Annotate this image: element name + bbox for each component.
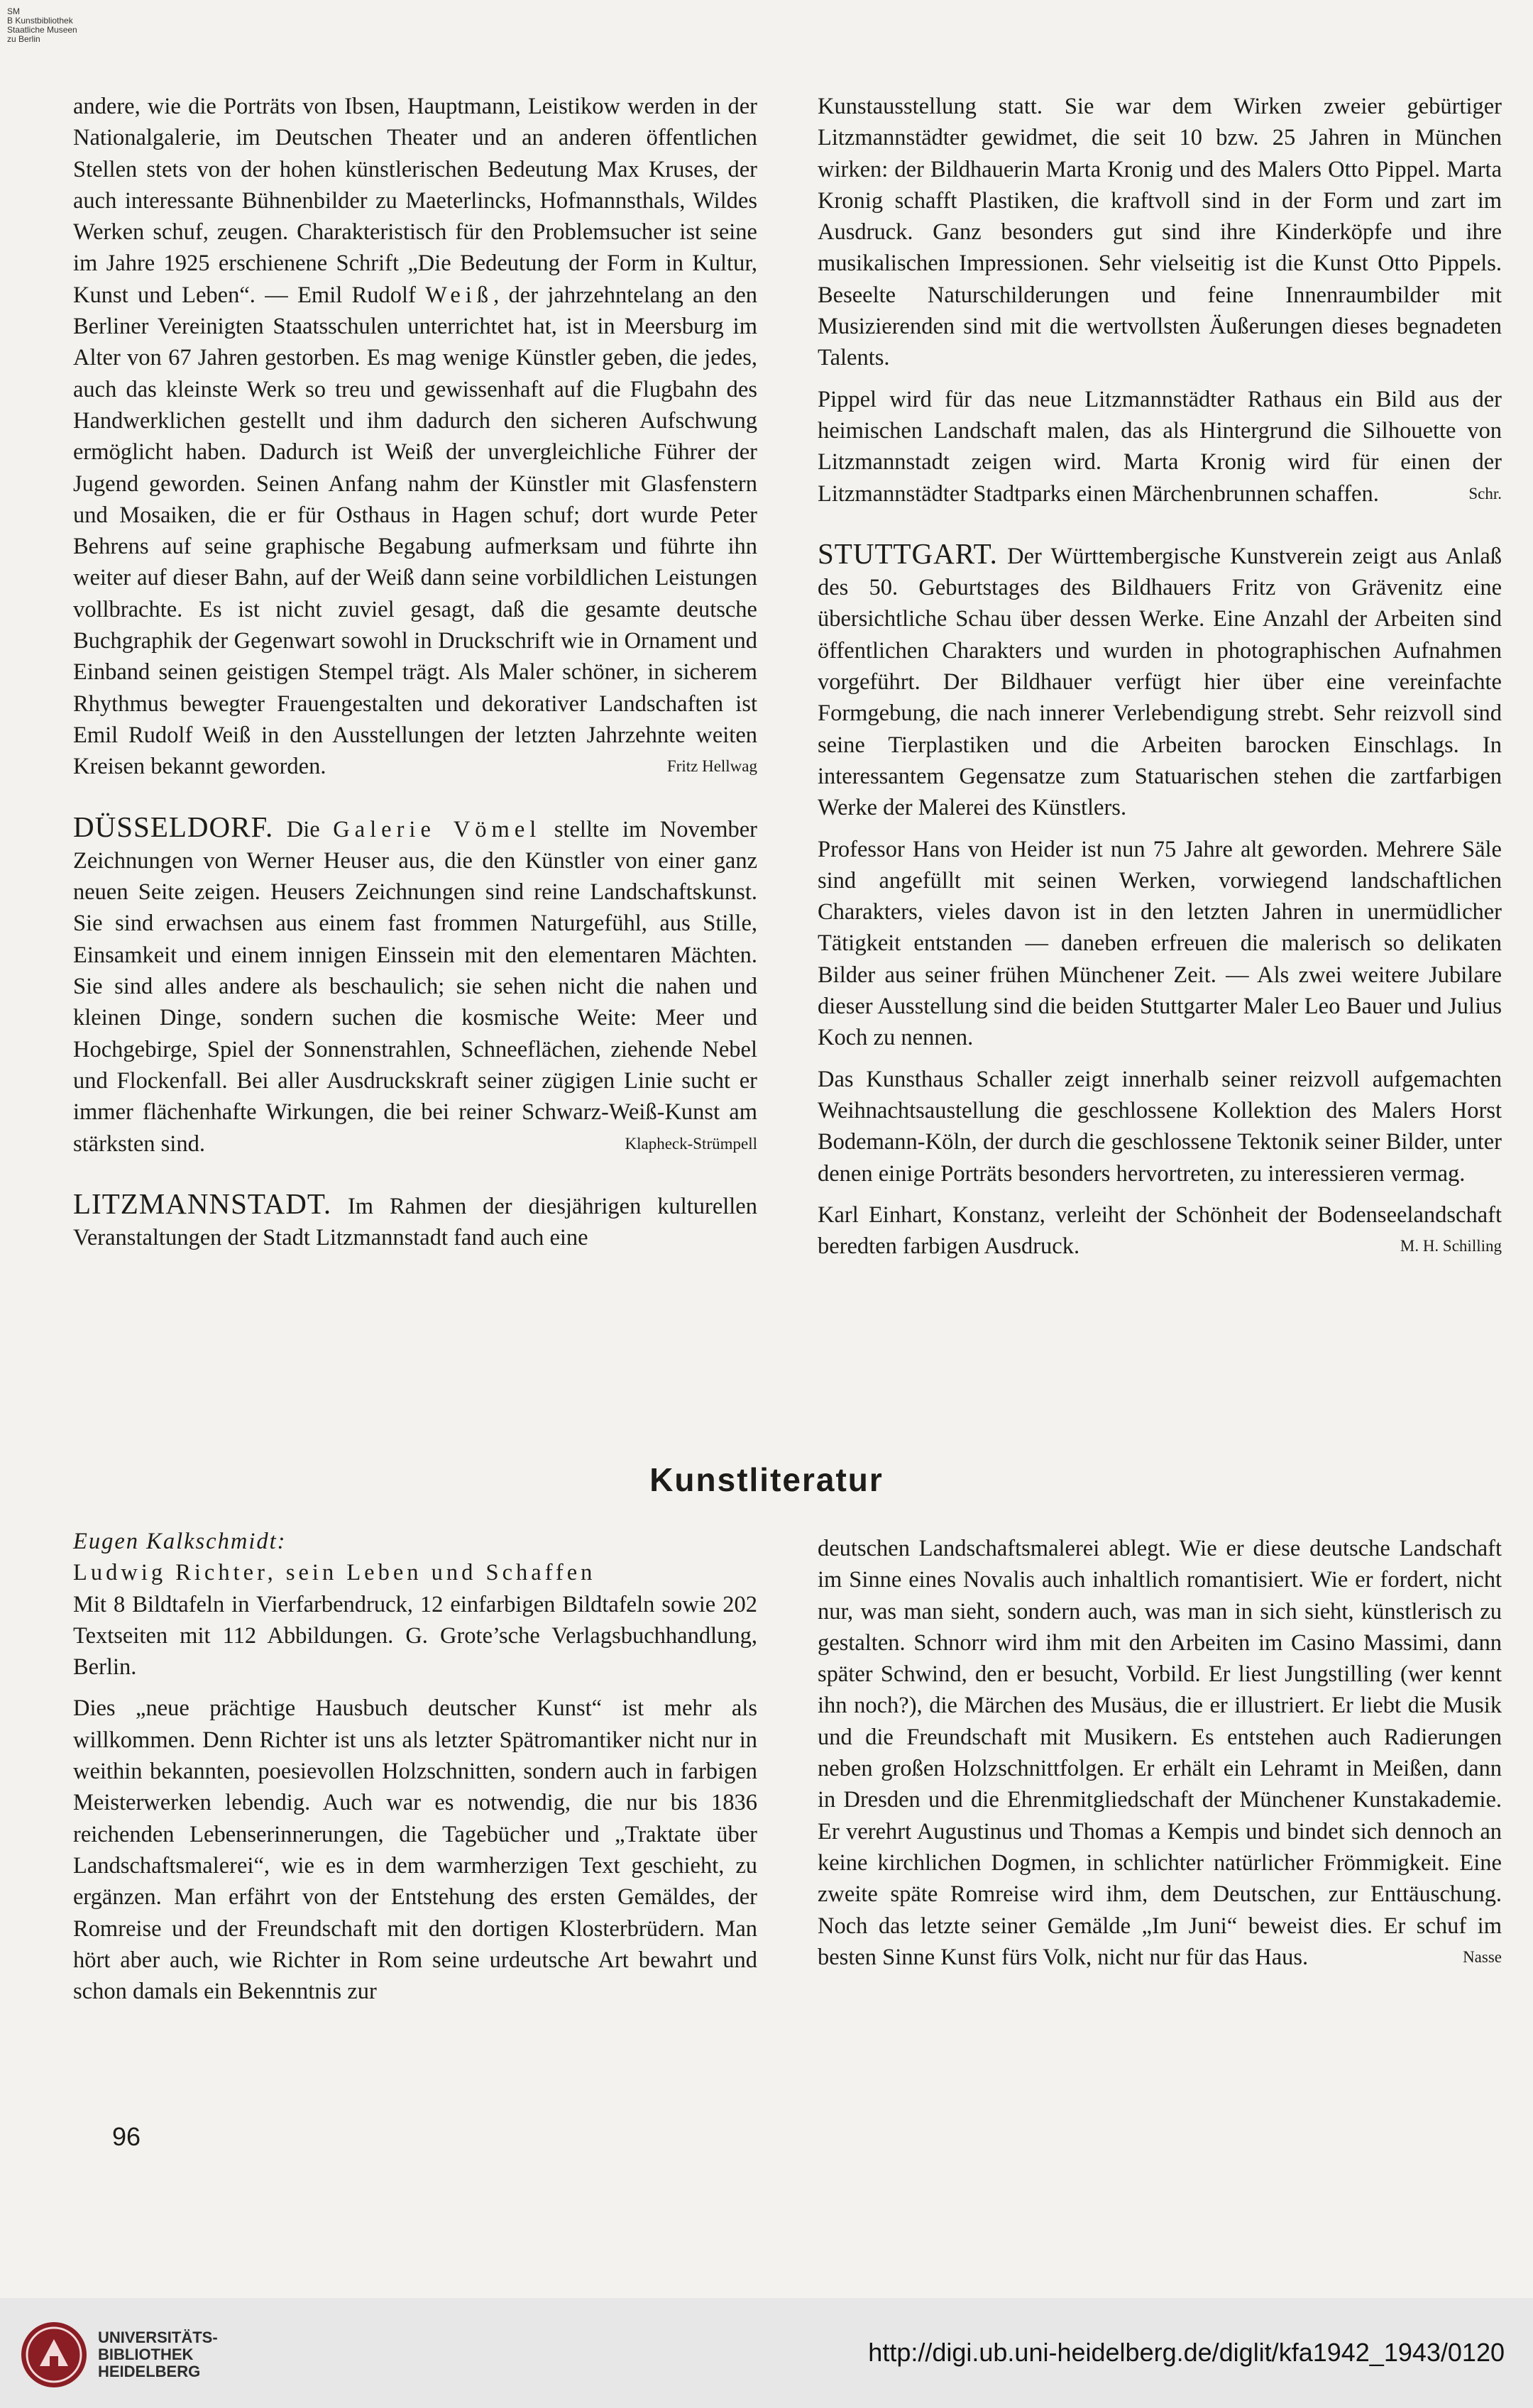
right-column bbox=[818, 91, 1502, 1262]
review-text-right: deutschen Landschaftsmalerei ablegt. Wie er diese deutsche Landschaft im Sinne eines Novalis auch inhaltlich romantisiert. Wie er fordert, nicht nur, was man sieht, sondern auch, was man in sich sieht, künstlerisch zu gestalten. Schnorr wird ihm mit den Arbeiten im Casino Massimi, dann später Schwind, den er besucht, Vorbild. Er liest Jungstilling (wer kennt ihn noch?), die Märchen des Musäus, die er illustriert. Er liebt die Musik und die Freundschaft mit Musikern. Es entstehen auch Radierungen neben großen Holzschnittfolgen. Er erhält ein Lehramt in Meißen, dann in Dresden und die Ehrenmitgliedschaft der Münchener Kunstakademie. Er verehrt Augustinus und Thomas a Kempis und bindet sich dennoch an keine kirchlichen Dogmen, in schlichter natürlicher Frömmigkeit. Eine zweite späte Romreise wird ihm, dem Deutschen, zur Enttäuschung. Noch das letzte seiner Gemälde „Im Juni“ beweist dies. Er schuf im besten Sinne Kunst fürs Volk, nicht nur für das Haus. Nasse bbox=[818, 1533, 1502, 1973]
stamp-line: Staatliche Museen bbox=[7, 25, 77, 35]
literature-left-column bbox=[73, 1526, 757, 2007]
article-schaller: Das Kunsthaus Schaller zeigt innerhalb seiner reizvoll aufgemachten Weihnachtsaustellung die geschlossene Kollektion des Malers Horst Bodemann-Köln, der durch die geschlossene Tektonik seiner Bilder, unter denen einige Porträts besonders hervortreten, zu interessieren vermag. bbox=[818, 1066, 1502, 1187]
city-heading: STUTTGART. bbox=[818, 537, 998, 570]
author-signature: Fritz Hellwag bbox=[666, 757, 757, 776]
article-litzmannstadt-cont: Kunstausstellung statt. Sie war dem Wirken zweier gebürtiger Litzmannstädter gewidmet, die seit 10 bzw. 25 Jahren in München wirken: der Bildhauerin Marta Kronig und des Malers Otto Pippel. Marta Kronig schafft Plastiken, die kraftvoll sind in der Form und zart im Ausdruck. Ganz besonders gut sind ihre Kinderköpfe und ihre musikalischen Impressionen. Sehr vielseitig ist die Kunst Otto Pippels. Beseelte Naturschilderungen und feine Innenraumbilder mit Musizierenden sind mit die wertvollsten Äußerungen dieses begnadeten Talents. bbox=[818, 94, 1502, 371]
author-signature: Nasse bbox=[1463, 1947, 1502, 1966]
author-signature: Klapheck-Strümpell bbox=[625, 1134, 757, 1153]
logo-line: BIBLIOTHEK bbox=[98, 2346, 194, 2363]
logo-line: UNIVERSITÄTS- bbox=[98, 2329, 218, 2346]
city-heading: DÜSSELDORF. bbox=[73, 810, 274, 843]
article-pippel: Pippel wird für das neue Litzmannstädter Rathaus ein Bild aus der heimischen Landschaft malen, das als Hintergrund die Silhouette von Litzmannstadt zeigen wird. Marta Kronig wird für einen der Litzmannstädter Stadtparks einen Märchenbrunnen schaffen. Schr. bbox=[818, 384, 1502, 510]
left-column bbox=[73, 91, 757, 1253]
book-title: Ludwig Richter, sein Leben und Schaffen bbox=[73, 1560, 596, 1586]
stamp-line: B Kunstbibliothek bbox=[7, 16, 73, 26]
source-url-link[interactable]: http://digi.ub.uni-heidelberg.de/diglit/kfa1942_1943/0120 bbox=[868, 2338, 1505, 2367]
logo-line: HEIDELBERG bbox=[98, 2363, 201, 2380]
page-number: 96 bbox=[112, 2122, 141, 2151]
stamp-line: SM bbox=[7, 6, 20, 16]
library-logo-text bbox=[98, 2329, 218, 2380]
book-details: Mit 8 Bildtafeln in Vierfarbendruck, 12 einfarbigen Bildtafeln sowie 202 Textseiten mit 112 Abbildungen. G. Grote’sche Verlagsbuchhandlung, Berlin. bbox=[73, 1591, 757, 1681]
book-author: Eugen Kalkschmidt: bbox=[73, 1529, 287, 1554]
section-title: Kunstliteratur bbox=[649, 1461, 884, 1498]
gallery-name: Galerie Vömel bbox=[333, 816, 542, 842]
article-einhart: Karl Einhart, Konstanz, verleiht der Schönheit der Bodenseelandschaft beredten farbigen Ausdruck. M. H. Schilling bbox=[818, 1199, 1502, 1263]
literature-right-column bbox=[818, 1533, 1502, 1973]
university-seal-icon bbox=[18, 2319, 89, 2390]
review-text-left: Dies „neue prächtige Hausbuch deutscher Kunst“ ist mehr als willkommen. Denn Richter ist uns als letzter Spätromantiker nicht nur in weithin bekannten, poesievollen Holzschnitten, sondern auch in farbigen Meisterwerken lebendig. Auch war es notwendig, die nur bis 1836 reichenden Lebenserinnerungen, die Tagebücher und „Traktate über Landschaftsmalerei“, wie es in dem warmherzigen Text geschieht, zu ergänzen. Man erfährt von der Entstehung des ersten Gemäldes, der Romreise und der Freundschaft mit den dortigen Klosterbrüdern. Man hört aber auch, wie Richter in Rom seine urdeutsche Art bewahrt und schon damals ein Bekenntnis zur bbox=[73, 1695, 757, 2005]
article-weiss: andere, wie die Porträts von Ibsen, Hauptmann, Leistikow werden in der Nationalgalerie, im Deutschen Theater und an anderen öffentlichen Stellen stets von der hohen künstlerischen Bedeutung Max Kruses, der auch interessante Bühnenbilder zu Maeterlincks, Hofmannsthals, Wildes Werken schuf, zeugen. Charakteristisch für den Problemsucher ist seine im Jahre 1925 erschienene Schrift „Die Bedeutung der Form in Kultur, Kunst und Leben“. — Emil Rudolf Weiß, der jahrzehntelang an den Berliner Vereinigten Staatsschulen unterrichtet hat, ist in Meersburg im Alter von 67 Jahren gestorben. Es mag wenige Künstler geben, die jedes, auch das kleinste Werk so treu und gewissenhaft auf die Flugbahn des Handwerklichen gestellt und ihm dadurch den sicheren Aufschwung ermöglicht haben. Dadurch ist Weiß der unvergleichliche Führer der Jugend geworden. Seinen Anfang nahm der Künstler mit Glasfenstern und Mosaiken, die er für Osthaus in Hagen schuf; dort wurde Peter Behrens auf seine graphische Begabung aufmerksam und führte ihn weiter auf dieser Bahn, auf der Weiß dann seine vorbildlichen Leistungen vollbrachte. Es ist nicht zuviel gesagt, daß die gesamte deutsche Buchgraphik der Gegenwart sowohl in Druckschrift wie in Ornament und Einband seinen geistigen Stempel trägt. Als Maler schöner, in sicherem Rhythmus bewegter Frauengestalten und dekorativer Landschaften ist Emil Rudolf Weiß in den Ausstellungen der letzten Jahrzehnte weiten Kreisen bekannt geworden. Fritz Hellwag bbox=[73, 91, 757, 783]
author-signature: M. H. Schilling bbox=[1400, 1237, 1502, 1255]
author-signature: Schr. bbox=[1468, 484, 1502, 502]
article-heider: Professor Hans von Heider ist nun 75 Jahre alt geworden. Mehrere Säle sind angefüllt mit seinen Werken, vorwiegend landschaftlichen Charakters, vieles davon ist in den letzten Jahren in unermüdlicher Tätigkeit entstanden — daneben erfreuen die malerisch so delikaten Bilder aus seiner frühen Münchener Zeit. — Als zwei weitere Jubilare dieser Ausstellung sind die beiden Stuttgarter Maler Leo Bauer und Julius Koch zu nennen. bbox=[818, 836, 1502, 1051]
footer-bar bbox=[0, 2298, 1533, 2408]
stamp-line: zu Berlin bbox=[7, 34, 40, 44]
article-litzmannstadt: LITZMANNSTADT. Im Rahmen der diesjährigen kulturellen Veranstaltungen der Stadt Litzmannstadt fand auch eine bbox=[73, 1187, 757, 1251]
city-heading: LITZMANNSTADT. bbox=[73, 1187, 332, 1220]
library-stamp bbox=[7, 7, 77, 44]
spaced-name: Weiß bbox=[425, 282, 494, 308]
article-stuttgart: STUTTGART. Der Württembergische Kunstverein zeigt aus Anlaß des 50. Geburtstages des Bildhauers Fritz von Grävenitz eine übersichtliche Schau über dessen Werke. Eine Anzahl der Arbeiten sind öffentlichen Charakters und wurden in photographischen Aufnahmen vorgeführt. Der Bildhauer verfügt hier über eine vereinfachte Formgebung, die nach innerer Verlebendigung strebt. Sehr reizvoll sind seine Tierplastiken und die Arbeiten barocken Einschlags. In interessantem Gegensatze zum Statuarischen stehen die zartfarbigen Werke der Malerei des Künstlers. bbox=[818, 537, 1502, 821]
article-duesseldorf: DÜSSELDORF. Die Galerie Vömel stellte im November Zeichnungen von Werner Heuser aus, die den Künstler von einer ganz neuen Seite zeigen. Heusers Zeichnungen sind reine Landschaftskunst. Sie sind erwachsen aus einem fast frommen Naturgefühl, aus Stille, Einsamkeit und einem innigen Einssein mit den elementaren Mächten. Sie sind alles andere als beschaulich; sie sehen nicht die nahen und kleinen Dinge, sondern suchen die kosmische Weite: Meer und Hochgebirge, Spiel der Sonnenstrahlen, Schneeflächen, ziehende Nebel und Flockenfall. Bei aller Ausdruckskraft seiner zügigen Linie sucht er immer flächenhafte Wirkungen, die bei reiner Schwarz-Weiß-Kunst am stärksten sind. Klapheck-Strümpell bbox=[73, 811, 757, 1160]
